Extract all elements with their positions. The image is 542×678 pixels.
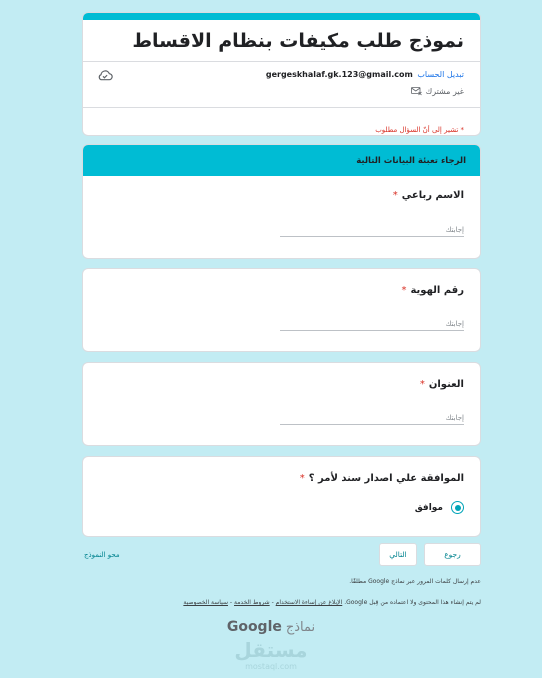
required-asterisk: * bbox=[401, 285, 407, 296]
question-address-label bbox=[420, 379, 464, 390]
consent-radio-option[interactable] bbox=[415, 501, 464, 514]
not-shared-indicator bbox=[411, 86, 464, 96]
question-consent-label bbox=[300, 473, 464, 484]
terms-link[interactable]: شروط الخدمة bbox=[234, 599, 270, 606]
full-name-input[interactable] bbox=[280, 223, 464, 237]
question-label-text: الاسم رباعي bbox=[401, 190, 464, 201]
account-line bbox=[266, 70, 464, 79]
required-asterisk: * bbox=[419, 379, 425, 390]
header-divider bbox=[83, 61, 480, 62]
forms-wordmark: نماذج bbox=[285, 620, 316, 635]
address-input[interactable] bbox=[280, 411, 464, 425]
question-card-address bbox=[82, 362, 481, 446]
header-accent-strip bbox=[83, 13, 480, 20]
password-warning: عدم إرسال كلمات المرور عبر نماذج Google مطلقًا. bbox=[349, 578, 481, 585]
required-asterisk: * bbox=[392, 190, 398, 201]
not-shared-label: غير مشترك bbox=[425, 86, 464, 96]
report-abuse-link[interactable]: الإبلاغ عن إساءة الاستخدام bbox=[275, 599, 343, 606]
id-number-input[interactable] bbox=[280, 317, 464, 331]
disclaimer-text: لم يتم إنشاء هذا المحتوى ولا اعتماده من قِبل Google. bbox=[344, 599, 481, 606]
google-forms-logo[interactable] bbox=[0, 619, 542, 635]
cloud-saved-icon bbox=[97, 69, 113, 81]
footer-separator: - bbox=[229, 599, 233, 606]
required-asterisk: * bbox=[299, 473, 305, 484]
back-button[interactable]: رجوع bbox=[424, 543, 481, 566]
mostaql-watermark-url: mostaql.com bbox=[245, 662, 297, 671]
privacy-link[interactable]: سياسة الخصوصية bbox=[183, 599, 228, 606]
header-divider-2 bbox=[83, 107, 480, 108]
question-card-consent bbox=[82, 456, 481, 537]
question-card-id-number bbox=[82, 268, 481, 352]
form-title: نموذج طلب مكيفات بنظام الاقساط bbox=[132, 30, 464, 52]
switch-account-link[interactable]: تبديل الحساب bbox=[417, 70, 464, 79]
google-wordmark: Google bbox=[226, 619, 282, 635]
radio-option-label: موافق bbox=[414, 502, 443, 513]
question-label-text: الموافقة علي اصدار سند لأمر ؟ bbox=[308, 473, 464, 484]
section-header bbox=[83, 145, 480, 176]
clear-form-link[interactable]: محو النموذج bbox=[84, 551, 120, 559]
account-email: gergeskhalaf.gk.123@gmail.com bbox=[265, 70, 413, 79]
question-id-number-label bbox=[401, 285, 464, 296]
form-header-card bbox=[82, 12, 481, 136]
next-button[interactable]: التالي bbox=[379, 543, 417, 566]
section-title: الرجاء تعبئة البيانات التالية bbox=[356, 155, 466, 166]
footer-disclaimer bbox=[183, 599, 481, 606]
question-label-text: العنوان bbox=[428, 379, 464, 390]
radio-dot bbox=[455, 505, 461, 511]
mail-off-icon bbox=[411, 86, 422, 96]
question-full-name-label bbox=[393, 190, 464, 201]
radio-button-selected[interactable] bbox=[451, 501, 464, 514]
mostaql-watermark: مستقل bbox=[234, 638, 308, 662]
section-card bbox=[82, 144, 481, 259]
required-note: * تشير إلى أنّ السؤال مطلوب bbox=[375, 126, 464, 134]
question-label-text: رقم الهوية bbox=[410, 285, 464, 296]
footer-separator: - bbox=[271, 599, 274, 606]
